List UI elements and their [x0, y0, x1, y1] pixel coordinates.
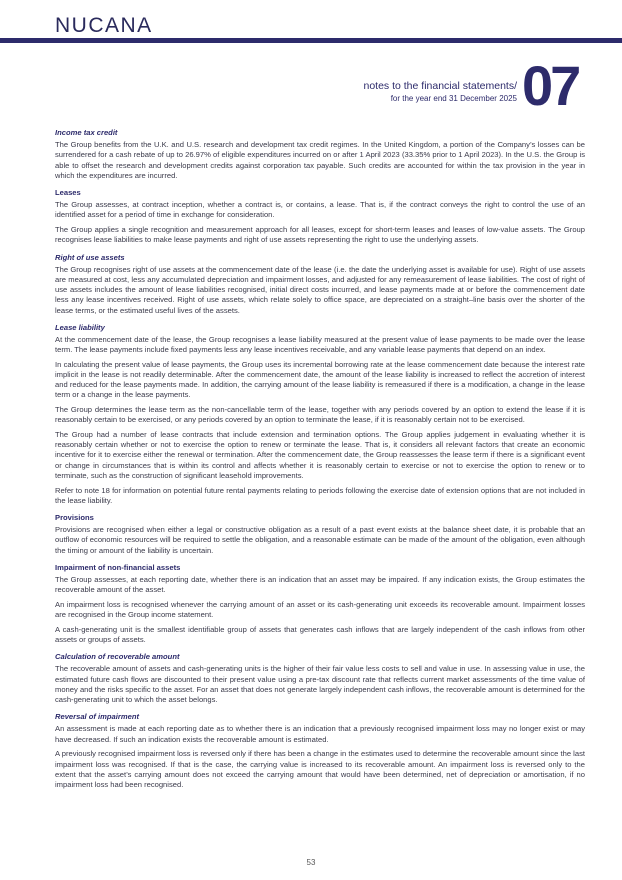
body-paragraph: The Group benefits from the U.K. and U.S. research and development tax credit regimes. In the United Kingdom, a portion of the Company’s losses can be surrendered for a cash rebate of up to 26.97% of eligible expenditures incurred on or after 1 April 2023 (33.35% prior to 1 April 2023). In the U.S. the Group is able to offset the research and development credits against corporation tax payable. Such credits are accounted for within the tax provision in the year in which the expenditures are incurred. — [55, 140, 585, 180]
body-paragraph: In calculating the present value of lease payments, the Group uses its incremental borrowing rate at the lease commencement date because the interest rate implicit in the lease is not readily determinable. After the commencement date, the amount of the lease liability is increased to reflect the accretion of interest and reduced for the lease payments made. In addition, the carrying amount of the lease liability is remeasured if there is a modification, a change in the lease term or a change in the lease payments. — [55, 359, 585, 400]
company-logo: NUCANA — [55, 14, 153, 37]
body-paragraph: A previously recognised impairment loss is reversed only if there has been a change in the estimates used to determine the recoverable amount since the last impairment loss was recognised. If that is the case, the carrying value is increased to its recoverable amount. An impairment loss is reversed only to the extent that the asset’s carrying amount does not exceed the carrying amount that would have been determined, net of depreciation or amortisation, if no impairment loss had been recognised. — [55, 749, 585, 789]
section-heading: Calculation of recoverable amount — [55, 652, 180, 662]
body-paragraph: The Group applies a single recognition and measurement approach for all leases, except for short-term leases and leases of low-value assets. The Group recognises lease liabilities to make lease payments and right of use assets representing the right to use the underlying assets. — [55, 225, 585, 245]
body-paragraph: A cash-generating unit is the smallest identifiable group of assets that generates cash inflows that are largely independent of the cash inflows from other assets or groups of assets. — [55, 624, 585, 645]
chapter-number: 07 — [522, 54, 579, 117]
body-paragraph: An impairment loss is recognised whenever the carrying amount of an asset or its cash-generating unit exceeds its recoverable amount. Impairment losses are recognised in the Group income statement. — [55, 599, 585, 620]
section-subtitle: for the year end 31 December 2025 — [390, 94, 517, 103]
body-paragraph: The Group recognises right of use assets at the commencement date of the lease (i.e. the date the underlying asset is available for use). Right of use assets are measured at cost, less any accumulated depreciation and impairment losses, and adjusted for any remeasurement of lease liabilities. The cost of right of use assets includes the amount of lease liabilities recognised, initial direct costs incurred, and lease payments made at or before the commencement date less any lease incentives received. Right of use assets, which relate solely to office space, are depreciated on a straight–line basis over the shorter of the lease terms, or the estimated useful lives of the assets. — [55, 264, 585, 315]
section-title: notes to the financial statements/ — [363, 80, 517, 92]
body-paragraph: The Group had a number of lease contracts that include extension and termination options. The Group applies judgement in evaluating whether it is reasonably certain whether or not to exercise the option to renew or terminate the lease. That is, it considers all relevant factors that create an economic incentive for it to exercise either the renewal or termination. After the commencement date, the Group reassesses the lease term if there is a significant event or change in circumstances that is within its control and affects whether it is reasonably certain to exercise or not to exercise the option to renew or to terminate, such as the construction of significant leasehold improvements. — [55, 430, 585, 480]
section-heading: Leases — [55, 188, 81, 198]
section-heading: Impairment of non-financial assets — [55, 562, 181, 572]
body-paragraph: The Group assesses, at contract inception, whether a contract is, or contains, a lease. That is, if the contract conveys the right to control the use of an identified asset for a period of time in exchange for consideration. — [55, 200, 585, 220]
body-paragraph: The Group determines the lease term as the non-cancellable term of the lease, together with any periods covered by an option to extend the lease if it is reasonably certain to be exercised, or any periods covered by an option to terminate the lease, if it is reasonably certain not to be exercised. — [55, 405, 585, 425]
section-header — [363, 80, 517, 104]
section-heading: Right of use assets — [55, 252, 125, 262]
body-paragraph: Refer to note 18 for information on potential future rental payments relating to periods following the exercise date of extension options that are not included in the lease liability. — [55, 485, 585, 505]
section-heading: Provisions — [55, 513, 94, 522]
header-bar — [0, 38, 622, 43]
section-heading: Income tax credit — [55, 128, 118, 137]
body-paragraph: The Group assesses, at each reporting date, whether there is an indication that an asset may be impaired. If any indication exists, the Group estimates the recoverable amount of the asset. — [55, 575, 585, 595]
section-heading: Lease liability — [55, 322, 105, 332]
body-paragraph: An assessment is made at each reporting date as to whether there is an indication that a previously recognised impairment loss may no longer exist or may have decreased. If such an indication exists the recoverable amount is estimated. — [55, 724, 585, 744]
page-number: 53 — [306, 858, 316, 867]
main-content — [55, 128, 585, 795]
body-paragraph: At the commencement date of the lease, the Group recognises a lease liability measured at the present value of lease payments to be made over the lease term. The lease payments include fixed payments less any lease incentives receivable, and any variable lease payments that depend on an index. — [55, 334, 585, 355]
section-heading: Reversal of impairment — [55, 712, 139, 722]
body-paragraph: Provisions are recognised when either a legal or constructive obligation as a result of a past event exists at the balance sheet date, it is probable that an outflow of economic resources will be required to settle the obligation, and a reasonable estimate can be made of the amount of the obligation, even although the timing or amount of the liability is uncertain. — [55, 525, 585, 555]
body-paragraph: The recoverable amount of assets and cash-generating units is the higher of their fair value less costs to sell and value in use. In assessing value in use, the estimated future cash flows are discounted to their present value using a pre-tax discount rate that reflects current market assessments of the time value of money and the risks specific to the asset. For an asset that does not generate largely independent cash inflows, the recoverable amount is determined for the cash-generating unit to which the asset belongs. — [55, 664, 585, 705]
